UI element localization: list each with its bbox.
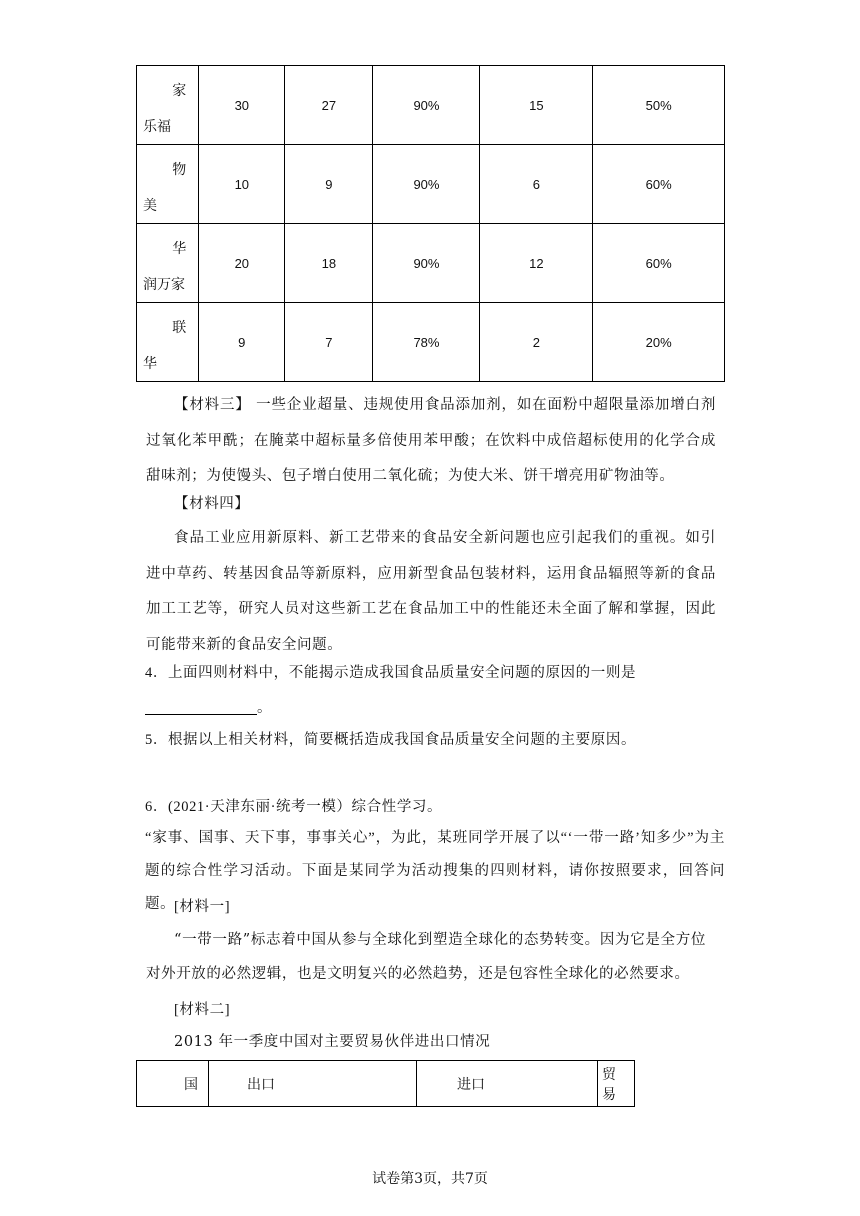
- store-name-line2: 润万家: [143, 277, 185, 293]
- question-5: 5．根据以上相关材料，简要概括造成我国食品质量安全问题的主要原因。: [145, 732, 637, 748]
- store-name-line1: 联: [172, 320, 187, 336]
- question-4-answer-line: [145, 690, 272, 726]
- question-4-end: 。: [257, 700, 273, 716]
- table-cell-value: 78%: [373, 303, 480, 382]
- q6-material-2-label: [材料二]: [174, 1002, 231, 1018]
- header-trade: 贸易: [598, 1061, 635, 1107]
- table-cell-value: 50%: [593, 66, 725, 145]
- header-export: 出口: [209, 1061, 417, 1107]
- table-cell-value: 90%: [373, 66, 480, 145]
- store-name-line1: 物: [172, 162, 187, 178]
- q6-material-1-label: [材料一]: [174, 899, 231, 915]
- table-cell-value: 12: [480, 224, 593, 303]
- store-name-line2: 华: [143, 356, 157, 372]
- supermarket-table: [136, 65, 725, 382]
- q6-material-1-text: “一带一路”标志着中国从参与全球化到塑造全球化的态势转变。因为它是全方位对外开放的必然逻辑，也是文明复兴的必然趋势，还是包容性全球化的必然要求。: [146, 932, 706, 982]
- table-cell-value: 27: [285, 66, 373, 145]
- question-6-title: 6．(2021·天津东丽·统考一模）综合性学习。: [145, 799, 443, 815]
- question-6-intro: “家事、国事、天下事，事事关心”，为此，某班同学开展了以“‘一带一路’知多少”为主题的综合性学习活动。下面是某同学为活动搜集的四则材料，请你按照要求，回答问题。: [145, 830, 725, 912]
- table-row: [137, 303, 725, 382]
- table-row: [137, 66, 725, 145]
- table-cell-store: [137, 66, 199, 145]
- table-row: [137, 224, 725, 303]
- table-cell-store: [137, 145, 199, 224]
- table-cell-value: 2: [480, 303, 593, 382]
- table-row: [137, 1061, 635, 1107]
- store-name-line1: 家: [172, 83, 187, 99]
- header-import: 进口: [417, 1061, 598, 1107]
- table-cell-value: 90%: [373, 224, 480, 303]
- table-cell-value: 9: [199, 303, 285, 382]
- question-4: 4．上面四则材料中，不能揭示造成我国食品质量安全问题的原因的一则是: [145, 665, 637, 681]
- page-footer: 试卷第3页，共7页: [372, 1171, 488, 1187]
- store-name-line2: 美: [143, 198, 157, 214]
- table-cell-store: [137, 303, 199, 382]
- table-cell-value: 60%: [593, 145, 725, 224]
- table-cell-value: 30: [199, 66, 285, 145]
- material-3-paragraph: 【材料三】 一些企业超量、违规使用食品添加剂，如在面粉中超限量添加增白剂过氧化苯甲酰；在腌菜中超标量多倍使用苯甲酸；在饮料中成倍超标使用的化学合成甜味剂；为使馒头、包子增白使用二氧化硫；为使大米、饼干增亮用矿物油等。: [146, 397, 716, 484]
- table-cell-value: 6: [480, 145, 593, 224]
- table-cell-value: 20: [199, 224, 285, 303]
- trade-table: [136, 1060, 635, 1107]
- table-cell-store: [137, 224, 199, 303]
- table-cell-value: 90%: [373, 145, 480, 224]
- table-cell-value: 20%: [593, 303, 725, 382]
- store-name-line1: 华: [172, 241, 187, 257]
- header-country: 国: [137, 1061, 209, 1107]
- table-cell-value: 10: [199, 145, 285, 224]
- trade-table-caption: 2013 年一季度中国对主要贸易伙伴进出口情况: [174, 1034, 491, 1050]
- table-cell-value: 60%: [593, 224, 725, 303]
- material-4-title: 【材料四】: [174, 496, 250, 512]
- answer-blank[interactable]: [145, 698, 257, 715]
- material-4-paragraph: 食品工业应用新原料、新工艺带来的食品安全新问题也应引起我们的重视。如引进中草药、转基因食品等新原料，应用新型食品包装材料，运用食品辐照等新的食品加工工艺等，研究人员对这些新工艺在食品加工中的性能还未全面了解和掌握，因此可能带来新的食品安全问题。: [146, 530, 716, 653]
- table-cell-value: 9: [285, 145, 373, 224]
- table-cell-value: 18: [285, 224, 373, 303]
- table-cell-value: 15: [480, 66, 593, 145]
- table-cell-value: 7: [285, 303, 373, 382]
- table-row: [137, 145, 725, 224]
- store-name-line2: 乐福: [143, 119, 171, 135]
